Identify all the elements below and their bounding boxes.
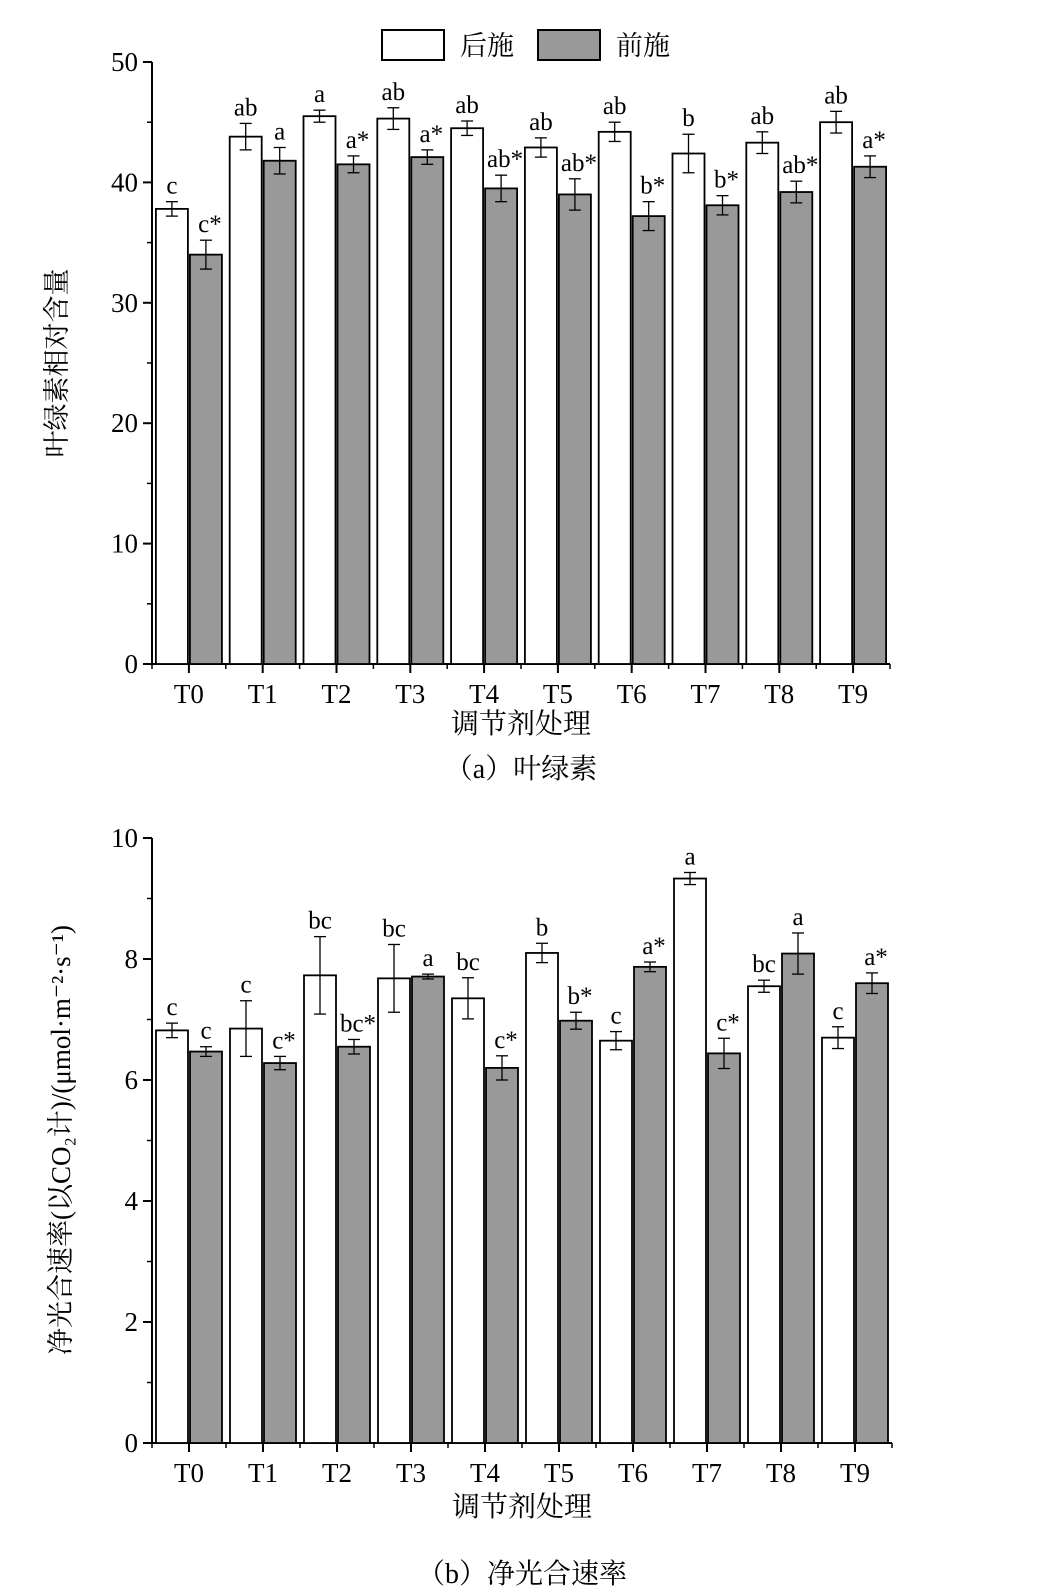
significance-label-a: ab (381, 78, 406, 106)
bar-b-pre-T9 (856, 983, 888, 1443)
significance-label-b: c (166, 994, 178, 1022)
significance-label-a: b (682, 105, 695, 133)
y-tick-label-a: 30 (111, 287, 138, 318)
significance-label-b: bc* (339, 1010, 377, 1038)
significance-label-a: a* (345, 126, 370, 154)
y-tick-label-b: 10 (111, 823, 138, 853)
legend-swatch-post (382, 30, 444, 60)
significance-label-a: a* (862, 126, 886, 154)
bar-a-pre-T9 (854, 167, 886, 664)
bar-b-post-T0 (156, 1030, 188, 1443)
bar-b-post-T9 (822, 1038, 854, 1443)
significance-label-b: c* (272, 1027, 296, 1055)
chart-panel-a (42, 47, 890, 785)
legend-label-pre: 前施 (616, 31, 670, 61)
bar-a-post-T3 (377, 119, 409, 664)
bar-a-post-T7 (673, 154, 705, 664)
significance-label-b: a (684, 843, 696, 871)
significance-label-a: c* (198, 211, 222, 239)
x-tick-label-a: T6 (616, 679, 647, 709)
x-tick-label-a: T4 (469, 679, 500, 709)
significance-label-a: ab* (560, 149, 597, 177)
x-tick-label-b: T8 (766, 1458, 796, 1488)
bar-b-post-T6 (600, 1041, 632, 1443)
x-axis-title-b: 调节剂处理 (451, 1492, 593, 1523)
x-tick-label-a: T8 (764, 679, 795, 709)
x-tick-label-b: T6 (618, 1458, 648, 1488)
y-tick-label-b: 4 (124, 1186, 138, 1216)
y-axis-title-b: 净光合速率(以CO₂计)/(μmol·m⁻²·s⁻¹) (46, 924, 76, 1356)
x-tick-label-b: T4 (470, 1458, 500, 1488)
panel-caption-b: （b）净光合速率 (416, 1559, 628, 1590)
legend-label-post: 后施 (460, 31, 514, 61)
significance-label-a: b* (640, 172, 666, 200)
x-tick-label-b: T3 (396, 1458, 426, 1488)
bar-b-pre-T3 (412, 977, 444, 1443)
bar-a-post-T6 (599, 132, 631, 664)
y-tick-label-a: 50 (111, 47, 138, 77)
x-tick-label-b: T5 (544, 1458, 574, 1488)
significance-label-a: a* (419, 120, 444, 148)
significance-label-b: bc (752, 951, 776, 979)
bar-a-post-T9 (820, 122, 852, 664)
bar-b-post-T3 (378, 978, 410, 1443)
significance-label-b: c (240, 971, 252, 999)
y-tick-label-b: 2 (124, 1307, 138, 1337)
bar-b-post-T5 (526, 953, 558, 1443)
significance-label-b: c* (494, 1026, 518, 1054)
significance-label-a: ab (750, 102, 775, 130)
y-axis-title-a: 叶绿素相对含量 (42, 268, 72, 458)
significance-label-a: ab* (487, 146, 524, 174)
x-tick-label-a: T9 (838, 679, 869, 709)
y-tick-label-b: 8 (124, 944, 138, 974)
significance-label-a: a (313, 81, 326, 109)
bar-b-pre-T0 (190, 1052, 222, 1443)
significance-label-a: ab (455, 91, 479, 119)
significance-label-a: ab (824, 82, 848, 110)
significance-label-b: c* (716, 1009, 740, 1037)
bar-b-pre-T2 (338, 1047, 370, 1443)
bar-a-pre-T8 (780, 192, 812, 664)
bar-a-pre-T4 (485, 188, 517, 664)
x-tick-label-a: T0 (173, 679, 204, 709)
significance-label-b: c (200, 1017, 212, 1045)
significance-label-b: bc (382, 915, 406, 943)
bar-a-post-T1 (230, 137, 262, 664)
bar-b-pre-T1 (264, 1063, 296, 1443)
significance-label-b: b* (567, 983, 593, 1011)
bar-b-post-T2 (304, 975, 336, 1443)
significance-label-b: c (610, 1002, 622, 1030)
x-tick-label-b: T1 (248, 1458, 278, 1488)
x-tick-label-b: T2 (322, 1458, 352, 1488)
x-tick-label-a: T5 (542, 679, 573, 709)
bar-b-pre-T5 (560, 1021, 592, 1443)
y-tick-label-b: 6 (124, 1065, 138, 1095)
y-tick-label-a: 40 (111, 167, 138, 198)
legend-swatch-pre (538, 30, 600, 60)
bar-a-pre-T0 (190, 255, 222, 664)
bar-a-pre-T2 (338, 164, 370, 664)
bar-b-pre-T6 (634, 967, 666, 1443)
x-tick-label-b: T9 (840, 1458, 870, 1488)
significance-label-a: ab (233, 94, 258, 122)
y-tick-label-b: 0 (124, 1428, 138, 1458)
bar-a-pre-T3 (411, 157, 443, 664)
y-tick-label-a: 10 (111, 528, 138, 559)
bar-a-post-T8 (746, 143, 778, 664)
x-axis-title-a: 调节剂处理 (450, 709, 592, 740)
significance-label-b: a (792, 903, 804, 931)
significance-label-a: ab (529, 108, 553, 136)
bar-a-post-T5 (525, 147, 557, 664)
significance-label-b: a (422, 945, 434, 973)
bar-a-post-T4 (451, 128, 483, 664)
bar-a-post-T0 (156, 209, 188, 664)
x-tick-label-a: T7 (690, 679, 721, 709)
significance-label-a: ab* (782, 152, 819, 180)
panel-caption-a: （a）叶绿素 (444, 754, 598, 785)
y-tick-label-a: 20 (111, 408, 138, 439)
significance-label-b: c (832, 997, 844, 1025)
x-tick-label-b: T0 (174, 1458, 204, 1488)
legend (382, 30, 670, 61)
significance-label-a: a (274, 118, 286, 146)
x-tick-label-a: T2 (321, 679, 352, 709)
bar-b-pre-T8 (782, 954, 814, 1443)
bar-b-pre-T7 (708, 1053, 740, 1443)
significance-label-a: b* (714, 166, 739, 194)
significance-label-b: a* (642, 933, 666, 961)
bar-a-pre-T7 (707, 205, 739, 664)
bar-a-post-T2 (304, 116, 336, 664)
x-tick-label-b: T7 (692, 1458, 722, 1488)
significance-label-a: c (166, 172, 178, 200)
significance-label-a: ab (602, 93, 627, 121)
bar-b-post-T1 (230, 1029, 262, 1443)
x-tick-label-a: T3 (395, 679, 426, 709)
bar-a-pre-T5 (559, 194, 591, 664)
bar-b-post-T7 (674, 879, 706, 1443)
significance-label-b: a* (864, 943, 888, 971)
significance-label-b: bc (308, 907, 332, 935)
x-tick-label-a: T1 (247, 679, 278, 709)
bar-b-pre-T4 (486, 1068, 518, 1443)
bar-b-post-T4 (452, 998, 484, 1443)
bar-a-pre-T6 (633, 216, 665, 664)
bar-a-pre-T1 (264, 161, 296, 664)
y-tick-label-a: 0 (124, 649, 138, 679)
significance-label-b: b (535, 914, 549, 942)
chart-panel-b (46, 823, 892, 1590)
significance-label-b: bc (456, 948, 480, 976)
bar-b-post-T8 (748, 986, 780, 1443)
